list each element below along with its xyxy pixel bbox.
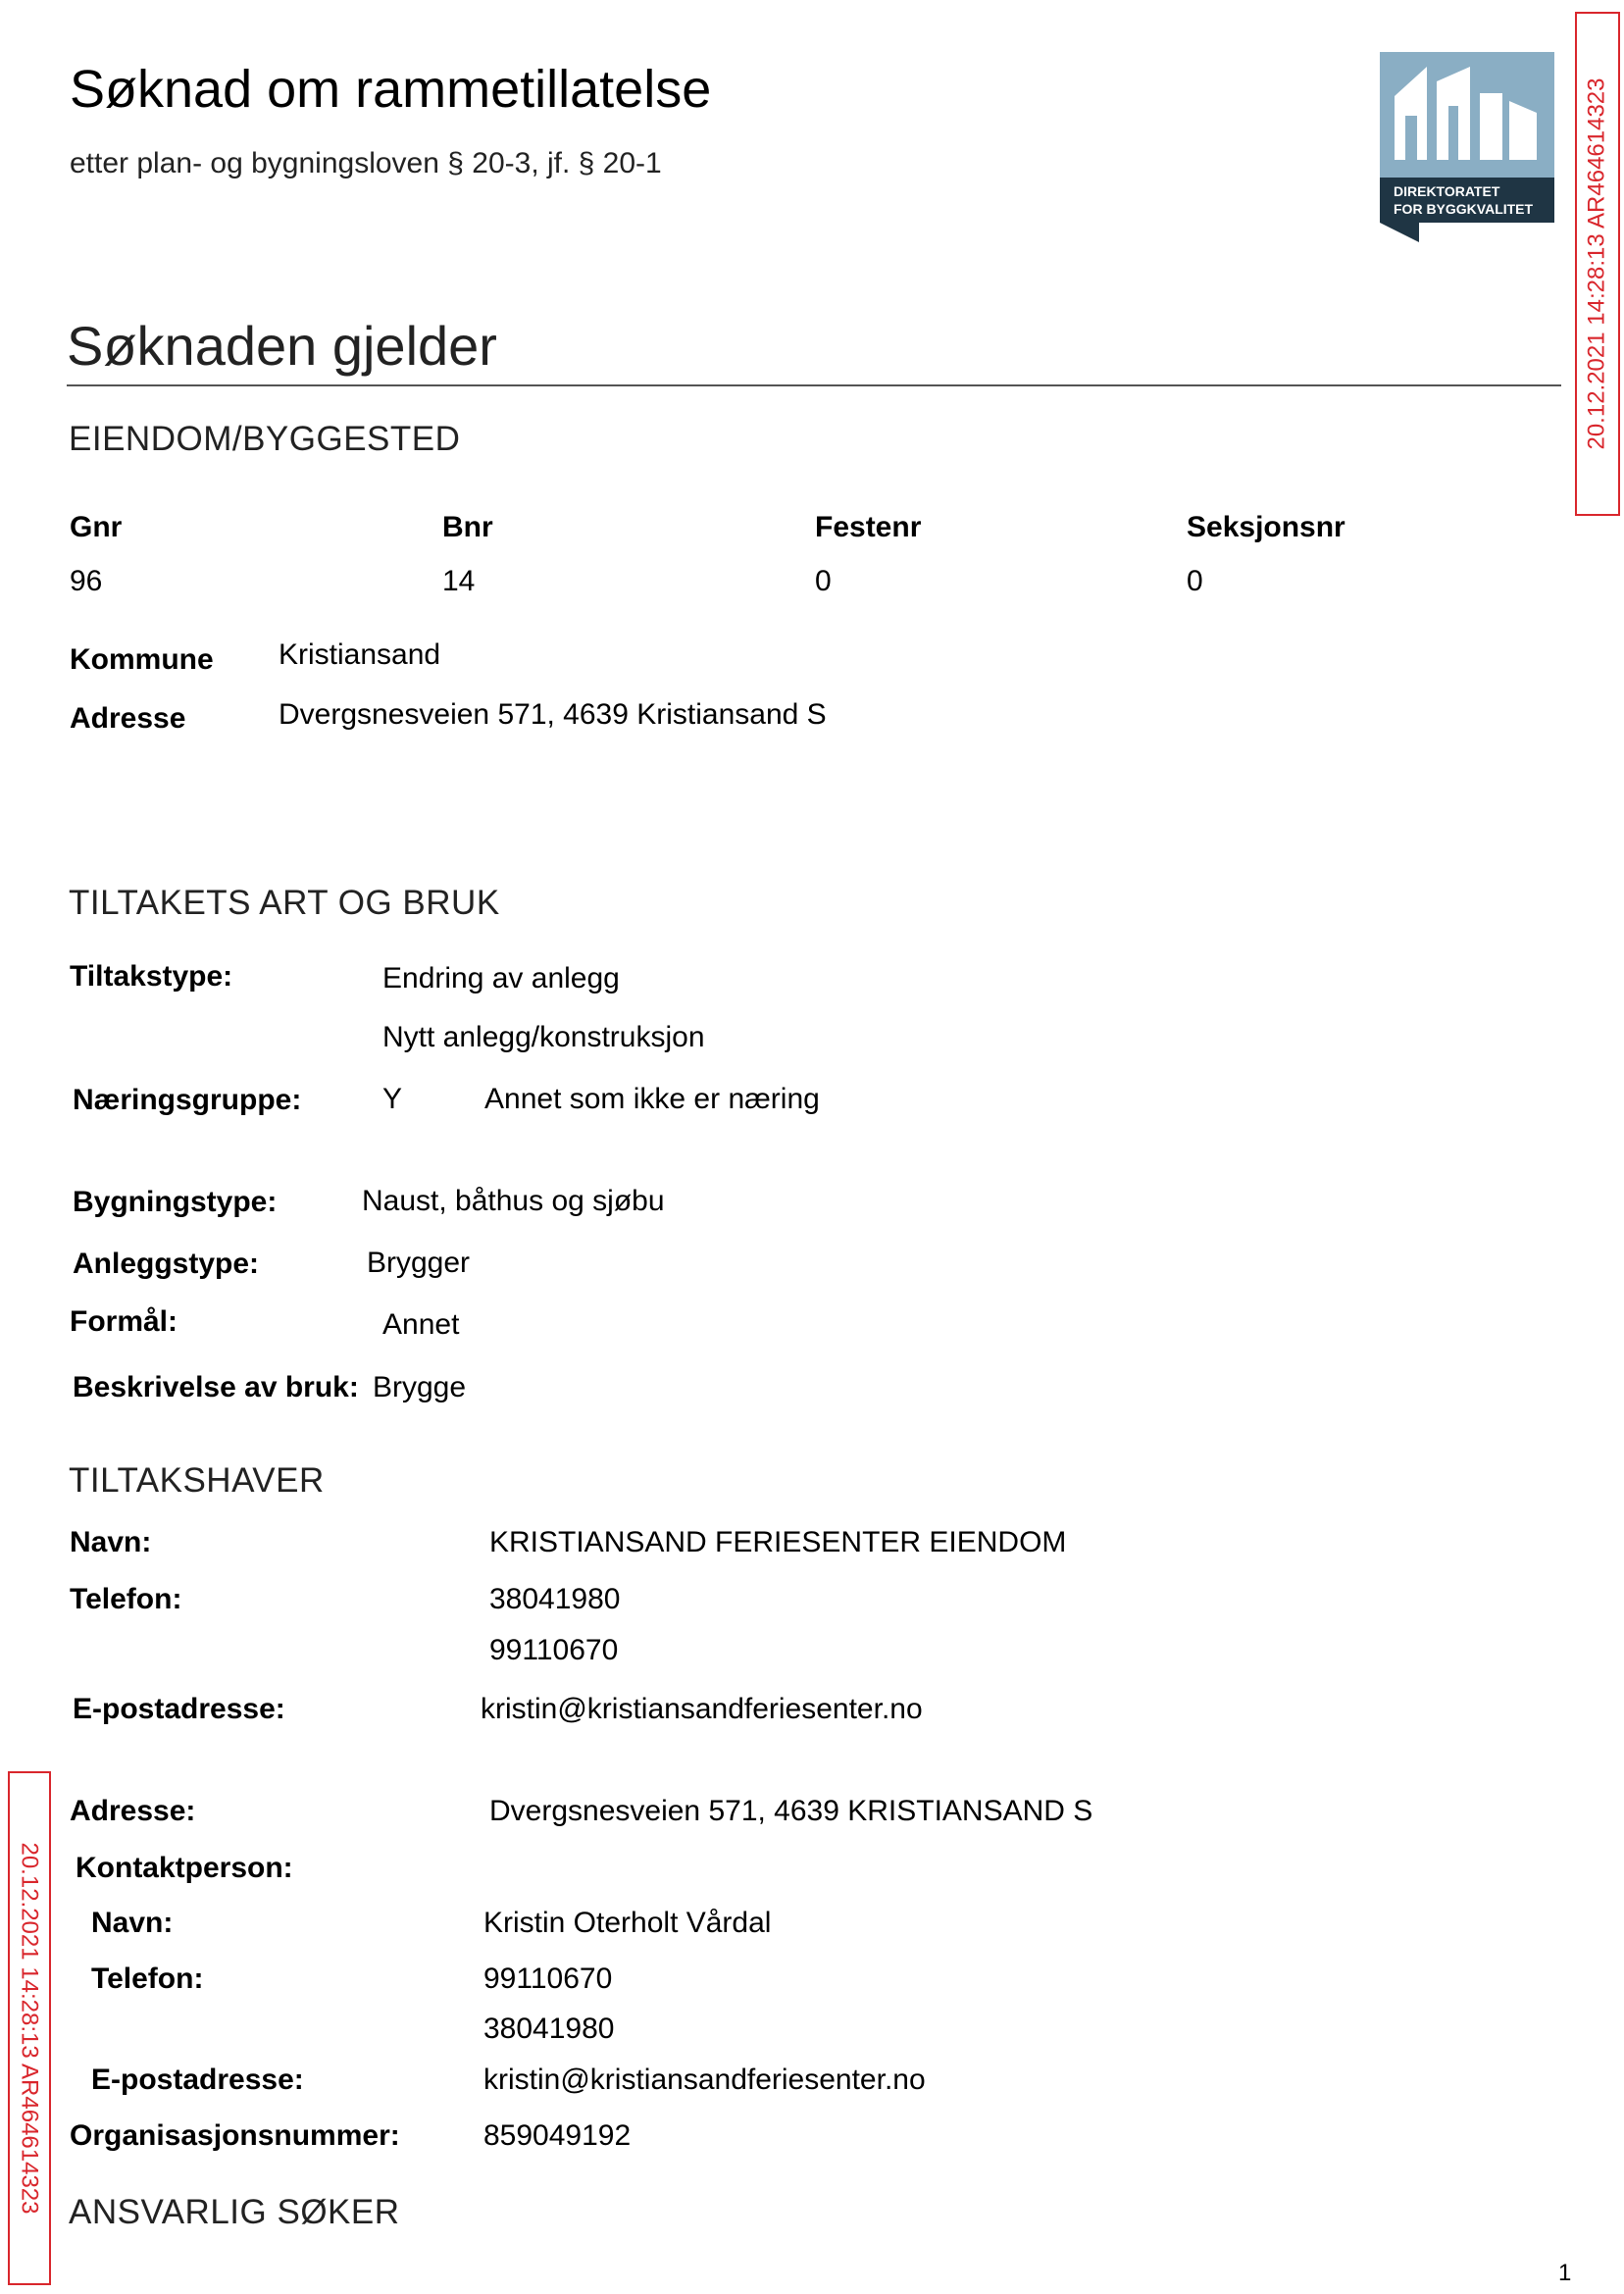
formal-label: Formål: (70, 1305, 178, 1338)
tiltakstype-value-2: Nytt anlegg/konstruksjon (382, 1021, 705, 1053)
naeringsgruppe-label: Næringsgruppe: (73, 1084, 302, 1116)
bygningstype-label: Bygningstype: (73, 1186, 278, 1218)
orgnr-value: 859049192 (483, 2119, 632, 2152)
seksjonsnr-label: Seksjonsnr (1187, 511, 1345, 543)
tiltakshaver-telefon-value-2: 99110670 (489, 1634, 619, 1666)
kommune-value: Kristiansand (279, 638, 441, 671)
document-subtitle: etter plan- og bygningsloven § 20-3, jf. § 20-1 (70, 147, 662, 179)
kontakt-epost-label: E-postadresse: (91, 2064, 304, 2096)
bnr-label: Bnr (442, 511, 493, 543)
festenr-value: 0 (815, 565, 832, 597)
timestamp-stamp-left (8, 1771, 51, 2285)
kontaktperson-label: Kontaktperson: (76, 1852, 293, 1884)
page-number: 1 (1558, 2260, 1572, 2286)
tiltakshaver-epost-label: E-postadresse: (73, 1693, 285, 1725)
kontakt-telefon-value-1: 99110670 (483, 1963, 613, 1995)
eiendom-heading: EIENDOM/BYGGESTED (69, 420, 461, 458)
tiltakshaver-epost-value: kristin@kristiansandferiesenter.no (481, 1693, 923, 1725)
tiltakshaver-telefon-label: Telefon: (70, 1583, 182, 1615)
logo-text-line2: FOR BYGGKVALITET (1394, 201, 1534, 217)
kommune-label: Kommune (70, 643, 214, 676)
anleggstype-value: Brygger (367, 1247, 471, 1279)
tiltakshaver-navn-value: KRISTIANSAND FERIESENTER EIENDOM (489, 1526, 1067, 1558)
naeringsgruppe-code: Y (382, 1083, 403, 1115)
dibk-logo-graphic (1380, 52, 1554, 242)
kontakt-telefon-label: Telefon: (91, 1963, 204, 1995)
ansvarlig-heading: ANSVARLIG SØKER (69, 2193, 400, 2231)
anleggstype-label: Anleggstype: (73, 1248, 260, 1280)
tiltak-heading: TILTAKETS ART OG BRUK (69, 884, 500, 922)
logo-text-line1: DIREKTORATET (1394, 183, 1500, 199)
formal-value: Annet (382, 1308, 460, 1341)
adresse-value: Dvergsnesveien 571, 4639 Kristiansand S (279, 698, 827, 731)
stamp-text-left: 20.12.2021 14:28:13 AR464614323 (17, 1842, 43, 2215)
kontakt-navn-label: Navn: (91, 1907, 174, 1939)
seksjonsnr-value: 0 (1187, 565, 1203, 597)
section-title: Søknaden gjelder (67, 315, 497, 377)
kontakt-navn-value: Kristin Oterholt Vårdal (483, 1907, 772, 1939)
tiltakshaver-navn-label: Navn: (70, 1526, 152, 1558)
naeringsgruppe-value: Annet som ikke er næring (484, 1083, 820, 1115)
stamp-text-right: 20.12.2021 14:28:13 AR464614323 (1584, 77, 1610, 450)
orgnr-label: Organisasjonsnummer: (70, 2119, 400, 2152)
timestamp-stamp-right (1575, 12, 1620, 516)
tiltakshaver-adresse-value: Dvergsnesveien 571, 4639 KRISTIANSAND S (489, 1795, 1093, 1827)
gnr-label: Gnr (70, 511, 123, 543)
tiltakshaver-heading: TILTAKSHAVER (69, 1461, 325, 1500)
kontakt-telefon-value-2: 38041980 (483, 2013, 615, 2045)
section-divider (67, 384, 1561, 386)
beskrivelse-label: Beskrivelse av bruk: (73, 1371, 359, 1403)
festenr-label: Festenr (815, 511, 922, 543)
dibk-logo (1380, 52, 1554, 242)
bygningstype-value: Naust, båthus og sjøbu (362, 1185, 665, 1217)
tiltakshaver-adresse-label: Adresse: (70, 1795, 196, 1827)
beskrivelse-value: Brygge (373, 1371, 467, 1403)
kontakt-epost-value: kristin@kristiansandferiesenter.no (483, 2064, 926, 2096)
document-title: Søknad om rammetillatelse (70, 60, 712, 119)
tiltakshaver-telefon-value-1: 38041980 (489, 1583, 621, 1615)
tiltakstype-label: Tiltakstype: (70, 960, 233, 993)
adresse-label: Adresse (70, 702, 186, 735)
bnr-value: 14 (442, 565, 476, 597)
tiltakstype-value-1: Endring av anlegg (382, 962, 620, 994)
gnr-value: 96 (70, 565, 103, 597)
